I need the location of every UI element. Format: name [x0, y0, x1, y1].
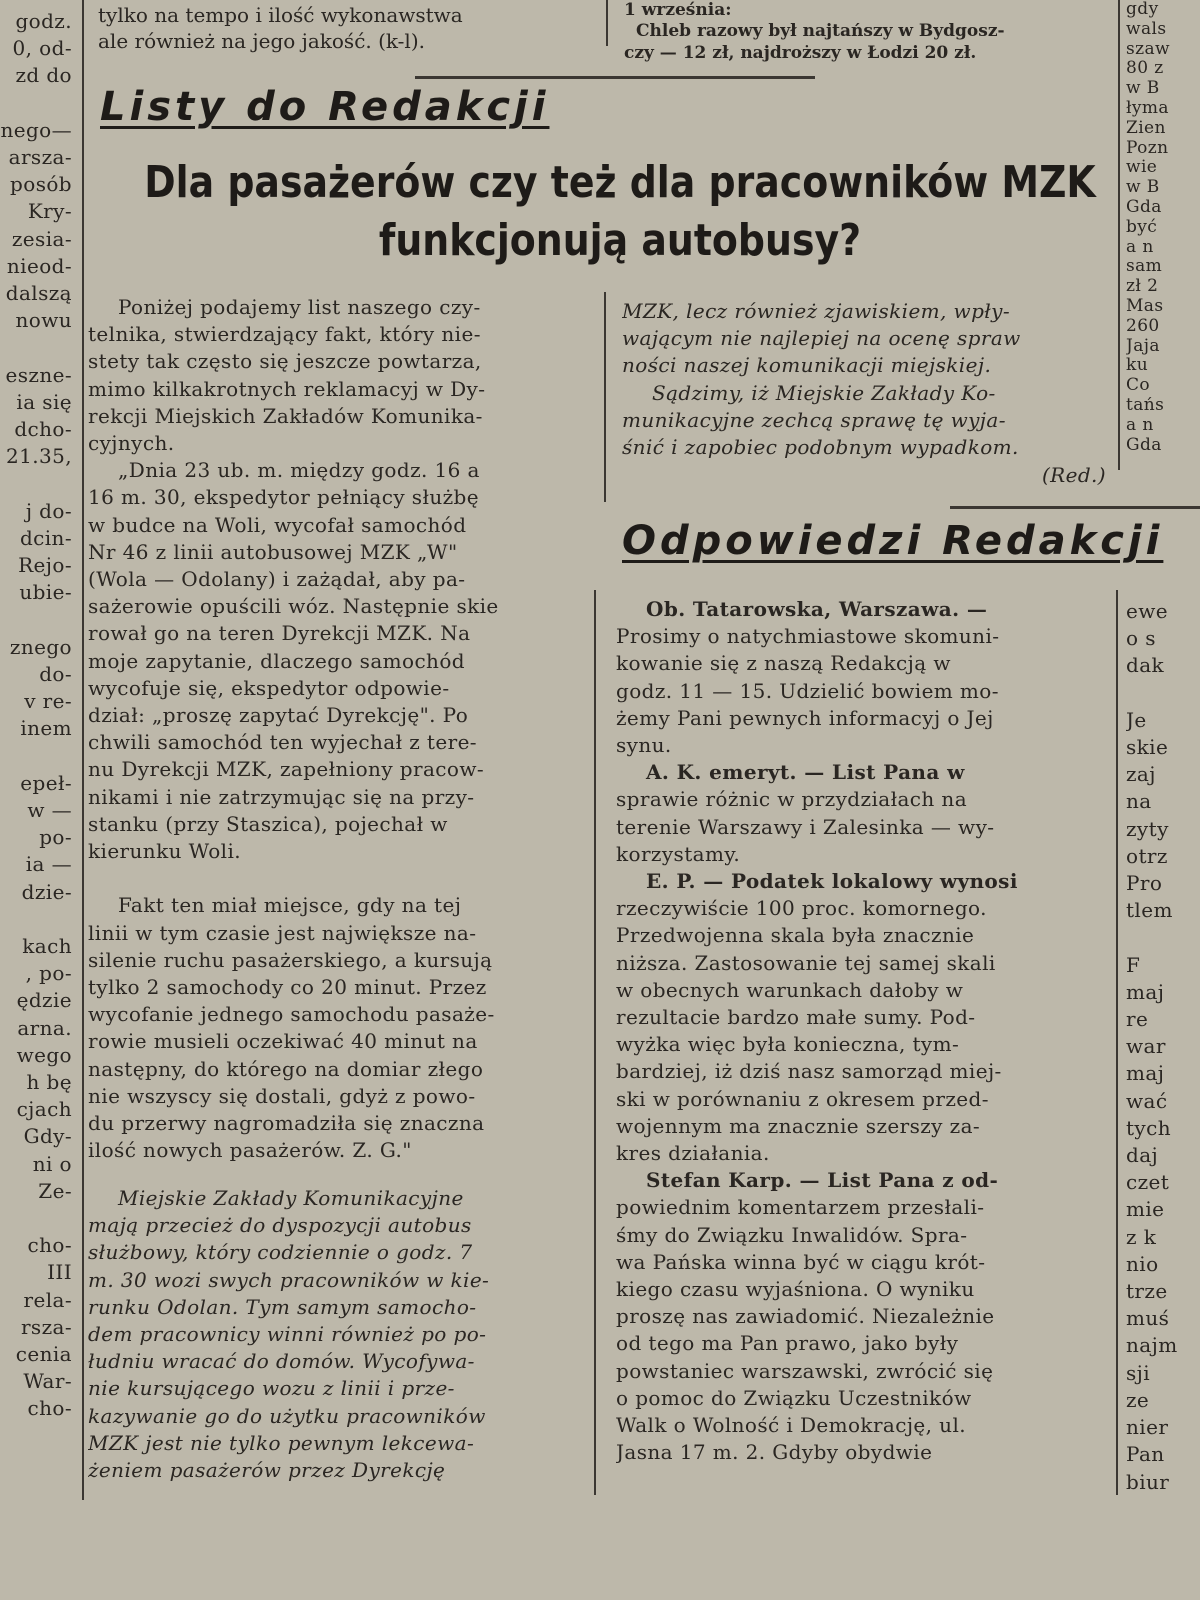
text-line: Ob. Tatarowska, Warszawa. —: [646, 597, 988, 621]
text-line: wycofanie jednego samochodu pasaże-: [88, 1002, 495, 1027]
text-line: żemy Pani pewnych informacyj o Jej: [616, 705, 994, 730]
right-column-fragment-top: [1126, 0, 1200, 455]
text-line: nio: [1126, 1251, 1159, 1276]
text-line: cho-: [27, 1233, 72, 1258]
text-line: w budce na Woli, wycofał samochód: [88, 512, 467, 537]
text-line: Jasna 17 m. 2. Gdyby obydwie: [616, 1440, 933, 1465]
column-rule-left: [82, 0, 84, 1500]
top-strip-center: [98, 2, 603, 54]
text-line: ale również na jego jakość. (k-l).: [98, 29, 425, 53]
text-line: inem: [20, 716, 72, 741]
text-line: dem pracownicy winni również po po-: [88, 1322, 487, 1347]
text-line: v re-: [24, 689, 72, 714]
text-line: ności naszej komunikacji miejskiej.: [622, 353, 992, 378]
text-line: niższa. Zastosowanie tej samej skali: [616, 950, 996, 975]
text-line: zł 2: [1126, 276, 1159, 297]
text-line: kowanie się z naszą Redakcją w: [616, 651, 951, 676]
text-line: stanku (przy Staszica), pojechał w: [88, 811, 448, 836]
text-line: Jaja: [1126, 335, 1160, 356]
top-strip-right: [624, 0, 1118, 64]
text-line: szaw: [1126, 38, 1170, 59]
text-line: w B: [1126, 177, 1160, 198]
text-line: sam: [1126, 256, 1163, 277]
text-line: kierunku Woli.: [88, 839, 242, 864]
text-line: [0, 1205, 72, 1232]
column-rule-right-top: [1118, 0, 1120, 470]
text-line: żeniem pasażerów przez Dyrekcję: [88, 1458, 446, 1483]
text-line: III: [47, 1260, 72, 1285]
text-line: Gda: [1126, 434, 1162, 455]
text-line: Przedwojenna skala była znacznie: [616, 923, 975, 948]
text-line: ewe: [1126, 599, 1168, 623]
text-line: ilość nowych pasażerów. Z. G.": [88, 1138, 412, 1163]
text-line: Chleb razowy był najtańszy w Bydgosz-: [636, 21, 1005, 41]
text-line: 21.35,: [5, 444, 72, 469]
left-column-fragment: [0, 8, 72, 1423]
text-line: dalszą: [5, 281, 72, 306]
text-line: terenie Warszawy i Zalesinka — wy-: [616, 814, 995, 839]
text-line: maj: [1126, 1061, 1165, 1086]
text-line: nie wszyscy się dostali, gdyż z powo-: [88, 1083, 476, 1108]
text-line: po-: [39, 825, 72, 850]
text-line: proszę nas zawiadomić. Niezależnie: [616, 1304, 995, 1329]
text-line: śnić i zapobiec podobnym wypadkom.: [622, 435, 1019, 460]
text-line: nego—: [0, 117, 72, 142]
text-line: 0, od-: [12, 36, 72, 61]
text-line: nieod-: [6, 253, 72, 278]
text-line: kazywanie go do użytku pracowników: [88, 1403, 486, 1428]
text-line: [0, 742, 72, 769]
text-line: Sądzimy, iż Miejskie Zakłady Ko-: [652, 380, 996, 405]
text-line: [0, 90, 72, 117]
text-line: dcho-: [14, 417, 72, 442]
text-line: zaj: [1126, 762, 1156, 787]
text-line: znego: [9, 634, 72, 659]
text-line: ia —: [25, 852, 72, 877]
text-line: dzie-: [21, 879, 72, 904]
text-line: rekcji Miejskich Zakładów Komunika-: [88, 403, 483, 428]
text-line: Fakt ten miał miejsce, gdy na tej: [118, 893, 462, 918]
text-line: Pan: [1126, 1442, 1165, 1467]
text-line: tlem: [1126, 898, 1173, 923]
text-line: tylko na tempo i ilość wykonawstwa: [98, 3, 463, 27]
text-line: służbowy, który codziennie o godz. 7: [88, 1240, 473, 1265]
text-line: gdy: [1126, 0, 1159, 19]
text-line: nie kursującego wozu z linii i prze-: [88, 1376, 455, 1401]
text-line: re: [1126, 1007, 1149, 1032]
text-line: mimo kilkakrotnych reklamacyj w Dy-: [88, 376, 486, 401]
text-line: łudniu wracać do domów. Wycofywa-: [88, 1349, 475, 1374]
text-line: nier: [1126, 1415, 1169, 1440]
text-line: wie: [1126, 157, 1158, 178]
text-line: 80 z: [1126, 58, 1164, 79]
text-line: a n: [1126, 236, 1154, 257]
text-line: do-: [39, 661, 72, 686]
text-line: a n: [1126, 414, 1154, 435]
text-line: rsza-: [20, 1314, 72, 1339]
right-column-fragment-bottom: [1126, 598, 1200, 1496]
text-line: powiednim komentarzem przesłali-: [616, 1195, 985, 1220]
text-line: runku Odolan. Tym samym samocho-: [88, 1294, 477, 1319]
text-line: Nr 46 z linii autobusowej MZK „W": [88, 539, 458, 564]
text-line: śmy do Związku Inwalidów. Spra-: [616, 1222, 968, 1247]
text-line: war: [1126, 1034, 1166, 1059]
column-rule-mid: [604, 292, 606, 502]
text-line: być: [1126, 216, 1158, 237]
text-line: MZK, lecz również zjawiskiem, wpły-: [622, 299, 1011, 323]
rule-under-top-strip: [415, 76, 815, 79]
text-line: Poniżej podajemy list naszego czy-: [118, 295, 481, 319]
rule-above-answers: [950, 506, 1200, 509]
text-line: o s: [1126, 626, 1156, 651]
text-line: sprawie różnic w przydziałach na: [616, 787, 968, 812]
text-line: rowie musieli oczekiwać 40 minut na: [88, 1029, 478, 1054]
text-line: mają przecież do dyspozycji autobus: [88, 1213, 472, 1238]
text-line: telnika, stwierdzający fakt, który nie-: [88, 322, 481, 347]
text-line: F: [1126, 952, 1141, 977]
text-line: wycofuje się, ekspedytor odpowie-: [88, 675, 450, 700]
text-line: ze: [1126, 1387, 1150, 1412]
text-line: [1126, 924, 1200, 951]
text-line: 1 września:: [624, 0, 732, 20]
text-line: dak: [1126, 653, 1165, 678]
text-line: Zien: [1126, 117, 1166, 138]
text-line: wals: [1126, 18, 1167, 39]
text-line: godz. 11 — 15. Udzielić bowiem mo-: [616, 678, 999, 703]
text-line: silenie ruchu pasażerskiego, a kursują: [88, 947, 493, 972]
text-line: Miejskie Zakłady Komunikacyjne: [118, 1186, 464, 1210]
text-line: posób: [10, 172, 72, 197]
column-rule-top-mid: [606, 0, 608, 46]
text-line: rezultacie bardzo małe sumy. Pod-: [616, 1005, 976, 1030]
text-line: m. 30 wozi swych pracowników w kie-: [88, 1267, 490, 1292]
text-line: kiego czasu wyjaśniona. O wyniku: [616, 1277, 975, 1302]
text-line: MZK jest nie tylko pewnym lekcewa-: [88, 1430, 475, 1455]
letter-body-column-1: [88, 294, 594, 1165]
text-line: trze: [1126, 1279, 1168, 1304]
text-line: rował go na teren Dyrekcji MZK. Na: [88, 621, 471, 646]
text-line: Rejo-: [18, 553, 72, 578]
text-line: godz.: [15, 9, 72, 33]
text-line: skie: [1126, 735, 1169, 760]
text-line: „Dnia 23 ub. m. między godz. 16 a: [118, 458, 480, 483]
article-headline: [138, 154, 1101, 270]
text-line: kres działania.: [616, 1141, 770, 1166]
text-line: j do-: [25, 498, 72, 523]
text-line: następny, do którego na domiar złego: [88, 1056, 484, 1081]
text-line: chwili samochód ten wyjechał z tere-: [88, 730, 477, 755]
text-line: nu Dyrekcji MZK, zapełniony pracow-: [88, 757, 485, 782]
text-line: z k: [1126, 1224, 1157, 1249]
text-line: wa Pańska winna być w ciągu krót-: [616, 1249, 986, 1274]
text-line: 16 m. 30, ekspedytor pełniący służbę: [88, 485, 479, 510]
text-line: Walk o Wolność i Demokrację, ul.: [616, 1413, 967, 1438]
text-line: ku: [1126, 355, 1149, 376]
text-line: sażerowie opuścili wóz. Następnie skie: [88, 594, 499, 619]
text-line: ędzie: [16, 988, 72, 1013]
text-line: Pro: [1126, 871, 1163, 896]
text-line: w B: [1126, 78, 1160, 99]
text-line: synu.: [616, 733, 672, 758]
editorial-comment-column-1: [88, 1185, 594, 1484]
text-line: cho-: [27, 1396, 72, 1421]
text-line: daj: [1126, 1143, 1159, 1168]
text-line: czy — 12 zł, najdroższy w Łodzi 20 zł.: [624, 43, 977, 63]
text-line: sji: [1126, 1360, 1151, 1385]
text-line: A. K. emeryt. — List Pana w: [646, 760, 965, 785]
text-line: [1126, 680, 1200, 707]
text-line: tylko 2 samochody co 20 minut. Przez: [88, 975, 487, 1000]
section-heading-letters: Listy do Redakcji: [100, 84, 550, 130]
text-line: 260: [1126, 315, 1160, 336]
text-line: ia się: [16, 389, 72, 414]
text-line: cenia: [15, 1341, 72, 1366]
text-line: zesia-: [11, 226, 72, 251]
text-line: cjach: [16, 1097, 72, 1122]
text-line: Kry-: [27, 199, 72, 224]
text-line: arna.: [17, 1015, 72, 1040]
text-line: rela-: [23, 1287, 72, 1312]
text-line: zd do: [15, 63, 72, 88]
text-line: (Wola — Odolany) i zażądał, aby pa-: [88, 567, 466, 592]
text-line: bardziej, iż dziś nasz samorząd miej-: [616, 1059, 1002, 1084]
text-line: Stefan Karp. — List Pana z od-: [646, 1168, 999, 1193]
editorial-signature: (Red.): [1041, 463, 1106, 487]
text-line: kach: [22, 933, 72, 958]
text-line: na: [1126, 789, 1152, 814]
text-line: epeł-: [20, 770, 72, 795]
headline-line-1: Dla pasażerów czy też dla pracowników MZK: [144, 157, 1096, 208]
text-line: ni o: [32, 1151, 72, 1176]
text-line: Co: [1126, 375, 1151, 396]
text-line: [0, 334, 72, 361]
text-line: Pozn: [1126, 137, 1169, 158]
text-line: w obecnych warunkach dałoby w: [616, 977, 964, 1002]
text-line: korzystamy.: [616, 841, 741, 866]
headline-line-2: funkcjonują autobusy?: [378, 215, 862, 266]
text-line: maj: [1126, 979, 1165, 1004]
text-line: dcin-: [19, 525, 72, 550]
text-line: ubie-: [19, 580, 72, 605]
text-line: rzeczywiście 100 proc. komornego.: [616, 896, 987, 921]
section-heading-answers: Odpowiedzi Redakcji: [622, 518, 1164, 564]
text-line: łyma: [1126, 97, 1169, 118]
text-line: h bę: [26, 1069, 72, 1094]
text-line: moje zapytanie, dlaczego samochód: [88, 648, 465, 673]
text-line: powstaniec warszawski, zwrócić się: [616, 1358, 994, 1383]
text-line: tańs: [1126, 394, 1165, 415]
text-line: wającym nie najlepiej na ocenę spraw: [622, 326, 1021, 351]
text-line: du przerwy nagromadziła się znaczna: [88, 1111, 485, 1136]
text-line: ski w porównaniu z okresem przed-: [616, 1086, 989, 1111]
text-line: Prosimy o natychmiastowe skomuni-: [616, 624, 1000, 649]
text-line: Gda: [1126, 196, 1162, 217]
text-line: Je: [1126, 707, 1147, 732]
text-line: tych: [1126, 1115, 1172, 1140]
text-line: arsza-: [8, 145, 72, 170]
text-line: [0, 906, 72, 933]
text-line: Mas: [1126, 295, 1164, 316]
text-line: munikacyjne zechcą sprawę tę wyja-: [622, 407, 1006, 432]
editorial-comment-column-2: [622, 298, 1116, 461]
text-line: biur: [1126, 1469, 1170, 1494]
text-line: dział: „proszę zapytać Dyrekcję". Po: [88, 703, 469, 728]
text-line: otrz: [1126, 843, 1168, 868]
text-line: wać: [1126, 1088, 1168, 1113]
text-line: [88, 865, 594, 892]
text-line: Gdy-: [23, 1124, 72, 1149]
text-line: cyjnych.: [88, 431, 175, 456]
text-line: w —: [27, 797, 72, 822]
text-line: mie: [1126, 1197, 1165, 1222]
text-line: eszne-: [5, 362, 72, 387]
text-line: War-: [23, 1369, 72, 1394]
text-line: wyżka więc była konieczna, tym-: [616, 1032, 960, 1057]
text-line: czet: [1126, 1170, 1170, 1195]
text-line: [0, 606, 72, 633]
text-line: o pomoc do Związku Uczestników: [616, 1385, 972, 1410]
text-line: linii w tym czasie jest największe na-: [88, 920, 477, 945]
text-line: Ze-: [38, 1178, 72, 1203]
column-rule-mid-lower: [594, 590, 596, 1495]
text-line: , po-: [25, 961, 72, 986]
text-line: wojennym ma znacznie szerszy za-: [616, 1113, 981, 1138]
text-line: muś: [1126, 1306, 1170, 1331]
column-rule-right-lower: [1116, 590, 1118, 1495]
text-line: wego: [16, 1042, 72, 1067]
text-line: nowu: [15, 308, 72, 333]
text-line: nikami i nie zatrzymując się na przy-: [88, 784, 475, 809]
text-line: zyty: [1126, 816, 1169, 841]
text-line: E. P. — Podatek lokalowy wynosi: [646, 869, 1018, 894]
text-line: najm: [1126, 1333, 1178, 1358]
text-line: od tego ma Pan prawo, jako były: [616, 1331, 959, 1356]
text-line: [0, 470, 72, 497]
text-line: stety tak często się jeszcze powtarza,: [88, 349, 482, 374]
answers-column: [616, 596, 1110, 1467]
